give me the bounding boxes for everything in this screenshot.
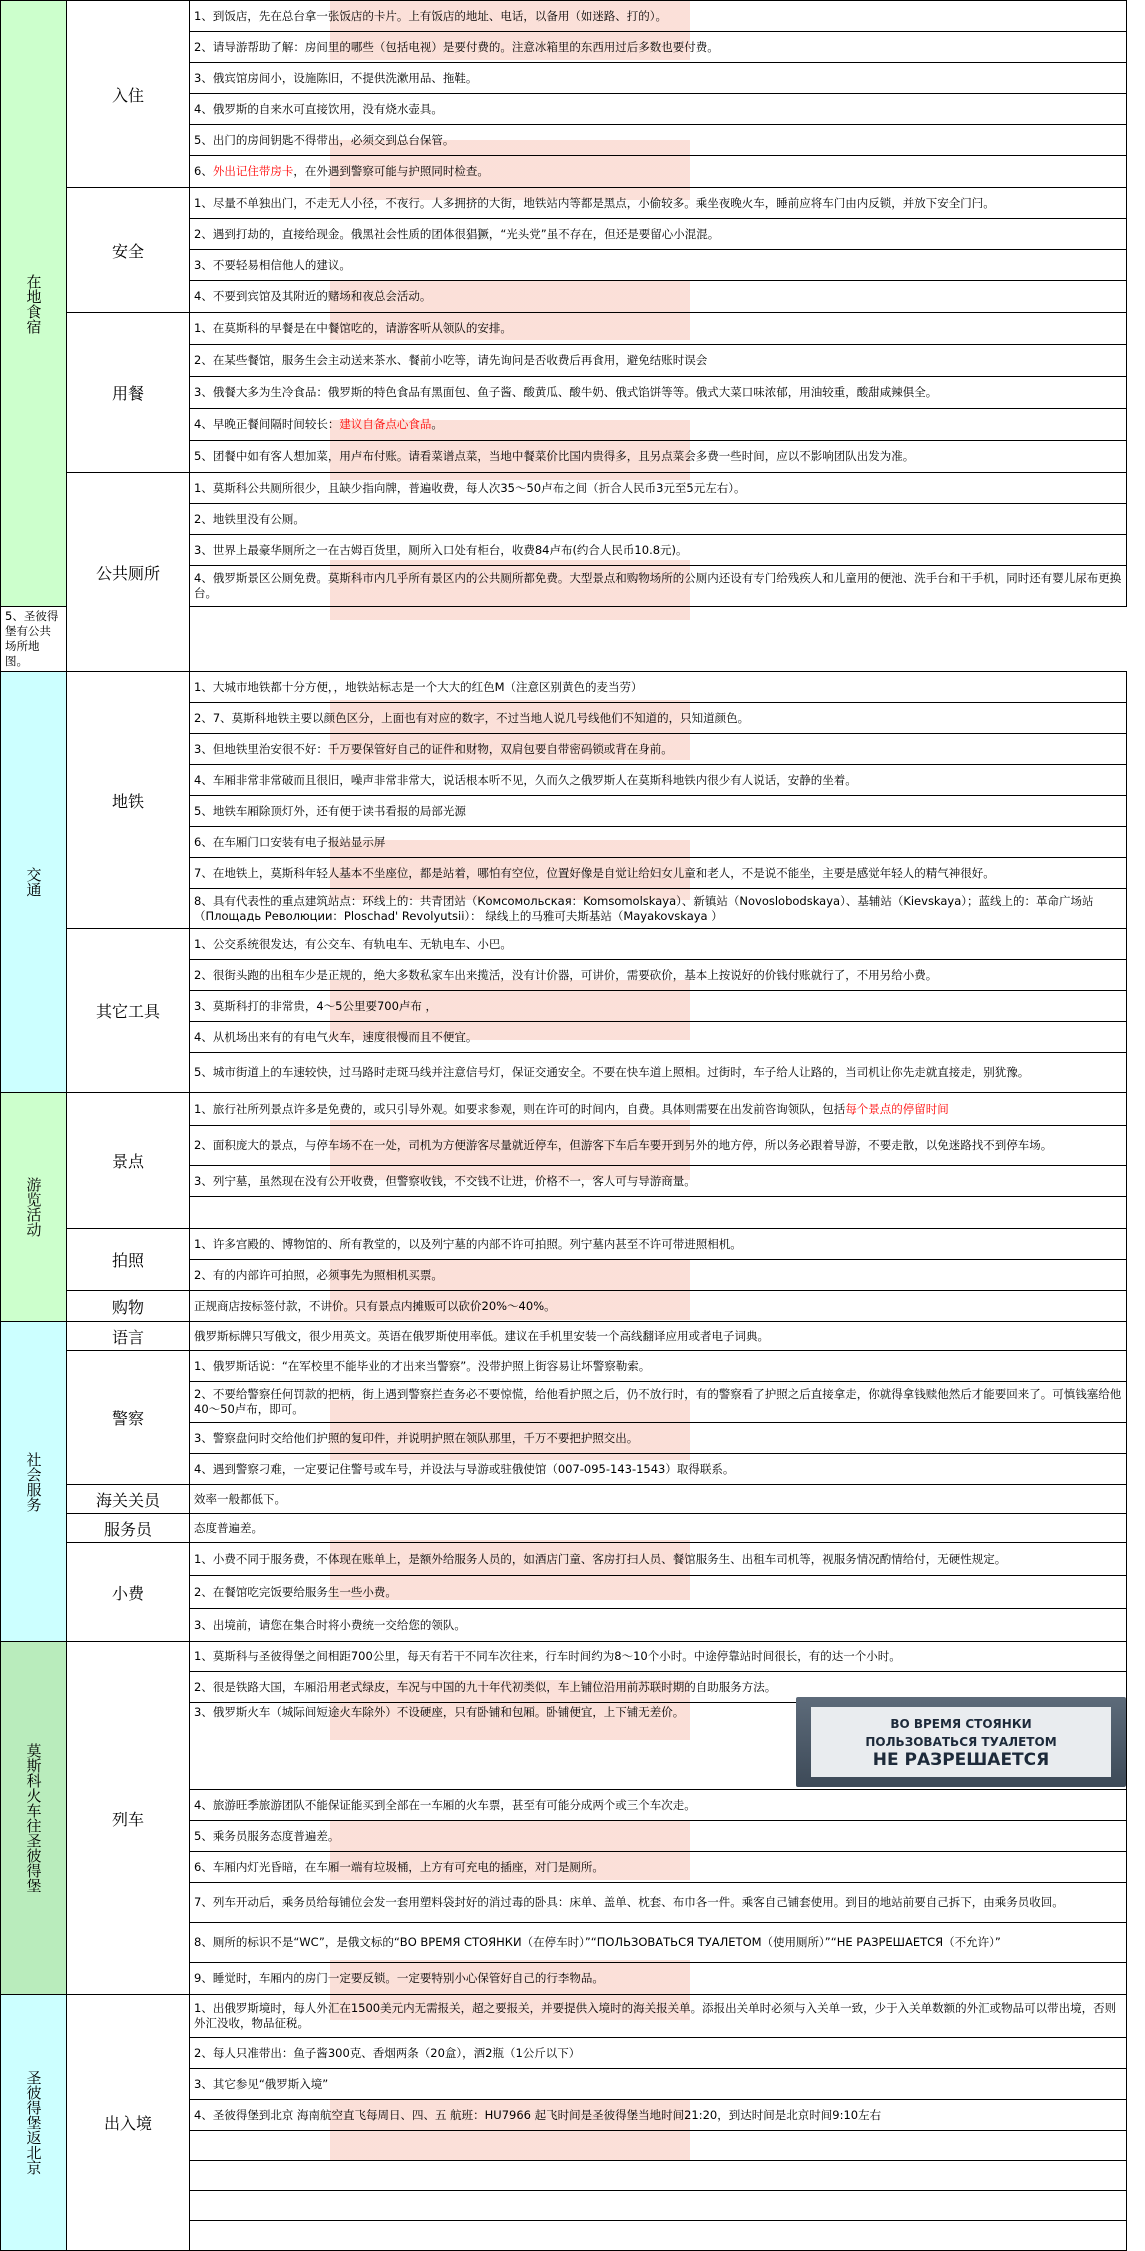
subcategory-safety: 安全	[67, 188, 190, 313]
list-item: 3、警察盘问时交给他们护照的复印件，并说明护照在领队那里，千万不要把护照交出。	[190, 1423, 1127, 1454]
list-item: 1、公交系统很发达，有公交车、有轨电车、无轨电车、小巴。	[190, 929, 1127, 960]
list-item	[190, 2221, 1127, 2251]
list-item: 2、地铁里没有公厕。	[190, 504, 1127, 535]
list-item: 4、不要到宾馆及其附近的赌场和夜总会活动。	[190, 281, 1127, 313]
list-item: 1、到饭店，先在总台拿一张饭店的卡片。上有饭店的地址、电话，以备用（如迷路、打的）。	[190, 1, 1127, 32]
list-item: 2、每人只准带出：鱼子酱300克、香烟两条（20盒），酒2瓶（1公斤以下）	[190, 2038, 1127, 2069]
list-item: 2、不要给警察任何罚款的把柄，街上遇到警察拦查务必不要惊慌，给他看护照之后，仍不放行时，有的警察看了护照之后直接拿走，你就得拿钱赎他然后才能要回来了。可慎钱塞给他40～50卢布，即可。	[190, 1382, 1127, 1423]
list-item: 3、列宁墓，虽然现在没有公开收费，但警察收钱，不交钱不让进，价格不一，客人可与导游商量。	[190, 1166, 1127, 1197]
list-item: 8、具有代表性的重点建筑站点：环线上的：共青团站（Комсомольская：Komsomolskaya）、新镇站（Novoslobodskaya）、基辅站（Kievskaya）；蓝线上的：革命广场站（Площадь Революции：Ploschad' Revolyutsii）： 绿线上的马雅可夫斯基站（Mayakovskaya ）	[190, 889, 1127, 929]
subcategory-checkin: 入住	[67, 1, 190, 188]
highlight-text: 建议自备点心食品	[339, 417, 432, 431]
list-item: 1、旅行社所列景点许多是免费的，或只引导外观。如要求参观，则在许可的时间内，自费。具体则需要在出发前咨询领队，包括每个景点的停留时间	[190, 1093, 1127, 1126]
subcategory-toilet: 公共厕所	[67, 473, 190, 672]
list-item: 4、遇到警察刁难，一定要记住警号或车号，并设法与导游或驻俄使馆（007-095-143-1543）取得联系。	[190, 1454, 1127, 1485]
list-item: 效率一般都低下。	[190, 1485, 1127, 1514]
list-item: 3、不要轻易相信他人的建议。	[190, 250, 1127, 281]
list-item: 2、遇到打劫的，直接给现金。俄黑社会性质的团体很猖獗，“光头党”虽不存在，但还是要留心小混混。	[190, 219, 1127, 250]
list-item: 1、出俄罗斯境时，每人外汇在1500美元内无需报关，超之要报关，并要提供入境时的海关报关单。添报出关单时必须与入关单一致，少于入关单数额的外汇或物品可以带出境，否则外汇没收，物品征税。	[190, 1995, 1127, 2038]
list-item	[190, 1197, 1127, 1229]
category-service: 社会服务	[1, 1322, 67, 1642]
list-item: 8、厕所的标识不是“WC”，是俄文标的“ВО ВРЕМЯ СТОЯНКИ（在停车时）”“ПОЛЬЗОВАТЬСЯ ТУАЛЕТОМ（使用厕所）”“НЕ РАЗРЕШАЕТСЯ（不允许）”	[190, 1923, 1127, 1963]
list-item: 俄罗斯标牌只写俄文，很少用英文。英语在俄罗斯使用率低。建议在手机里安装一个高线翻译应用或者电子词典。	[190, 1322, 1127, 1351]
list-item: 9、睡觉时，车厢内的房门一定要反锁。一定要特别小心保管好自己的行李物品。	[190, 1963, 1127, 1995]
list-item: 1、在莫斯科的早餐是在中餐馆吃的，请游客听从领队的安排。	[190, 313, 1127, 345]
category-transport: 交通	[1, 672, 67, 1093]
list-item: 2、很街头跑的出租车少是正规的，绝大多数私家车出来揽活，没有计价器，可讲价，需要砍价，基本上按说好的价钱付账就行了，不用另给小费。	[190, 960, 1127, 991]
list-item: 5、出门的房间钥匙不得带出，必须交到总台保管。	[190, 125, 1127, 156]
list-item: 1、大城市地铁都十分方便，，地铁站标志是一个大大的红色M（注意区别黄色的麦当劳）	[190, 672, 1127, 703]
list-item: 5、圣彼得堡有公共场所地图。	[1, 607, 67, 672]
list-item: 态度普遍差。	[190, 1514, 1127, 1543]
list-item: 2、很是铁路大国，车厢沿用老式绿皮，车况与中国的九十年代初类似，车上铺位沿用前苏联时期的自助服务方法。	[190, 1672, 1127, 1703]
list-item: 3、出境前，请您在集合时将小费统一交给您的领队。	[190, 1609, 1127, 1642]
list-item: 2、在某些餐馆，服务生会主动送来茶水、餐前小吃等，请先询问是否收费后再食用，避免结账时误会	[190, 345, 1127, 377]
list-item: 6、在车厢门口安装有电子报站显示屏	[190, 827, 1127, 858]
list-item: 4、旅游旺季旅游团队不能保证能买到全部在一车厢的火车票，甚至有可能分成两个或三个车次走。	[190, 1790, 1127, 1821]
subcategory-rail: 列车	[67, 1642, 190, 1995]
list-item: 5、团餐中如有客人想加菜，用卢布付账。请看菜谱点菜，当地中餐菜价比国内贵得多，且另点菜会多费一些时间，应以不影响团队出发为准。	[190, 441, 1127, 473]
subcategory-photo: 拍照	[67, 1229, 190, 1291]
list-item	[190, 2131, 1127, 2161]
list-item: 3、俄宾馆房间小，设施陈旧，不提供洗漱用品、拖鞋。	[190, 63, 1127, 94]
subcategory-customs: 海关关员	[67, 1485, 190, 1514]
list-item: 6、车厢内灯光昏暗，在车厢一端有垃圾桶，上方有可充电的插座，对门是厕所。	[190, 1852, 1127, 1883]
subcategory-dining: 用餐	[67, 313, 190, 473]
list-item: 2、有的内部许可拍照，必须事先为照相机买票。	[190, 1260, 1127, 1291]
highlight-text: 每个景点的停留时间	[845, 1101, 949, 1116]
subcategory-language: 语言	[67, 1322, 190, 1351]
subcategory-spots: 景点	[67, 1093, 190, 1229]
category-return: 圣彼得堡返北京	[1, 1995, 67, 2251]
list-item: 1、莫斯科与圣彼得堡之间相距700公里，每天有若干不同车次往来，行车时间约为8～10个小时。中途停靠站时间很长，有的达一个小时。	[190, 1642, 1127, 1672]
list-item: 1、尽量不单独出门，不走无人小径，不夜行。人多拥挤的大街，地铁站内等都是黑点，小偷较多。乘坐夜晚火车，睡前应将车门由内反锁，并放下安全门闩。	[190, 188, 1127, 219]
highlight-text: 外出记住带房卡	[212, 164, 294, 178]
category-lodging: 在地食宿	[1, 1, 67, 607]
list-item: 正规商店按标签付款，不讲价。只有景点内摊贩可以砍价20%～40%。	[190, 1291, 1127, 1322]
list-item: 1、小费不同于服务费，不体现在账单上，是额外给服务人员的，如酒店门童、客房打扫人员、餐馆服务生、出租车司机等，视服务情况酌情给付，无硬性规定。	[190, 1543, 1127, 1576]
list-item: 5、乘务员服务态度普遍差。	[190, 1821, 1127, 1852]
subcategory-shopping: 购物	[67, 1291, 190, 1322]
list-item: 3、俄餐大多为生冷食品：俄罗斯的特色食品有黑面包、鱼子酱、酸黄瓜、酸牛奶、俄式馅饼等等。俄式大菜口味浓郁，用油较重，酸甜咸辣俱全。	[190, 377, 1127, 409]
list-item: 1、莫斯科公共厕所很少，且缺少指向牌，普遍收费，每人次35～50卢布之间（折合人民币3元至5元左右）。	[190, 473, 1127, 504]
category-train: 莫斯科火车往圣彼得堡	[1, 1642, 67, 1995]
subcategory-police: 警察	[67, 1351, 190, 1485]
list-item: 4、车厢非常非常破而且很旧，噪声非常非常大，说话根本听不见，久而久之俄罗斯人在莫斯科地铁内很少有人说话，安静的坐着。	[190, 765, 1127, 796]
list-item: 6、外出记住带房卡，在外遇到警察可能与护照同时检查。	[190, 156, 1127, 188]
list-item: 5、地铁车厢除顶灯外，还有便于读书看报的局部光源	[190, 796, 1127, 827]
list-item: 2、7、莫斯科地铁主要以颜色区分，上面也有对应的数字，不过当地人说几号线他们不知道的，只知道颜色。	[190, 703, 1127, 734]
subcategory-other-transport: 其它工具	[67, 929, 190, 1093]
category-sightseeing: 游览活动	[1, 1093, 67, 1322]
list-item	[190, 2161, 1127, 2191]
list-item	[190, 2191, 1127, 2221]
list-item: ВО ВРЕМЯ СТОЯНКИ ПОЛЬЗОВАТЬСЯ ТУАЛЕТОМ НЕ РАЗРЕШАЕТСЯ 3、俄罗斯火车（城际间短途火车除外）不设硬座，只有卧铺和包厢。卧铺便宜，上下铺无差价。	[190, 1703, 1127, 1790]
list-item: 3、莫斯科打的非常贵，4～5公里要700卢布 ，	[190, 991, 1127, 1022]
list-item: 2、面积庞大的景点，与停车场不在一处，司机为方便游客尽量就近停车，但游客下车后车要开到另外的地方停，所以务必跟着导游，不要走散，以免迷路找不到停车场。	[190, 1126, 1127, 1166]
list-item: 2、在餐馆吃完饭要给服务生一些小费。	[190, 1576, 1127, 1609]
subcategory-metro: 地铁	[67, 672, 190, 929]
subcategory-border: 出入境	[67, 1995, 190, 2251]
list-item: 5、城市街道上的车速较快，过马路时走斑马线并注意信号灯，保证交通安全。不要在快车道上照相。过街时，车子给人让路的，当司机让你先走就直接走，别犹豫。	[190, 1053, 1127, 1093]
list-item: 3、但地铁里治安很不好：千万要保管好自己的证件和财物，双肩包要自带密码锁或背在身前。	[190, 734, 1127, 765]
list-item: 7、列车开动后，乘务员给每铺位会发一套用塑料袋封好的消过毒的卧具：床单、盖单、枕套、布巾各一件。乘客自己铺套使用。到目的地站前要自己拆下，由乘务员收回。	[190, 1883, 1127, 1923]
list-item: 7、在地铁上，莫斯科年轻人基本不坐座位，都是站着，哪怕有空位，位置好像是自觉让给妇女儿童和老人，不是说不能坐，主要是感觉年轻人的精气神很好。	[190, 858, 1127, 889]
no-toilet-sign-photo: ВО ВРЕМЯ СТОЯНКИ ПОЛЬЗОВАТЬСЯ ТУАЛЕТОМ НЕ РАЗРЕШАЕТСЯ	[796, 1697, 1126, 1787]
list-item: 3、其它参见“俄罗斯入境”	[190, 2069, 1127, 2100]
list-item: 4、圣彼得堡到北京 海南航空直飞每周日、四、五 航班：HU7966 起飞时间是圣彼得堡当地时间21:20，到达时间是北京时间9:10左右	[190, 2100, 1127, 2131]
list-item: 4、从机场出来有的有电气火车，速度很慢而且不便宜。	[190, 1022, 1127, 1053]
subcategory-tips: 小费	[67, 1543, 190, 1642]
list-item: 2、请导游帮助了解：房间里的哪些（包括电视）是要付费的。注意冰箱里的东西用过后多数也要付费。	[190, 32, 1127, 63]
list-item: 1、许多宫殿的、博物馆的、所有教堂的，以及列宁墓的内部不许可拍照。列宁墓内甚至不许可带进照相机。	[190, 1229, 1127, 1260]
list-item: 4、早晚正餐间隔时间较长：建议自备点心食品。	[190, 409, 1127, 441]
list-item: 4、俄罗斯的自来水可直接饮用，没有烧水壶具。	[190, 94, 1127, 125]
list-item: 4、俄罗斯景区公厕免费。莫斯科市内几乎所有景区内的公共厕所都免费。大型景点和购物场所的公厕内还设有专门给残疾人和儿童用的便池、洗手台和干手机，同时还有婴儿尿布更换台。	[190, 566, 1127, 607]
list-item: 3、世界上最豪华厕所之一在古姆百货里，厕所入口处有柜台，收费84卢布(约合人民币10.8元)。	[190, 535, 1127, 566]
list-item: 1、俄罗斯话说：“在军校里不能毕业的才出来当警察”。没带护照上街容易让坏警察勒索。	[190, 1351, 1127, 1382]
subcategory-staff: 服务员	[67, 1514, 190, 1543]
